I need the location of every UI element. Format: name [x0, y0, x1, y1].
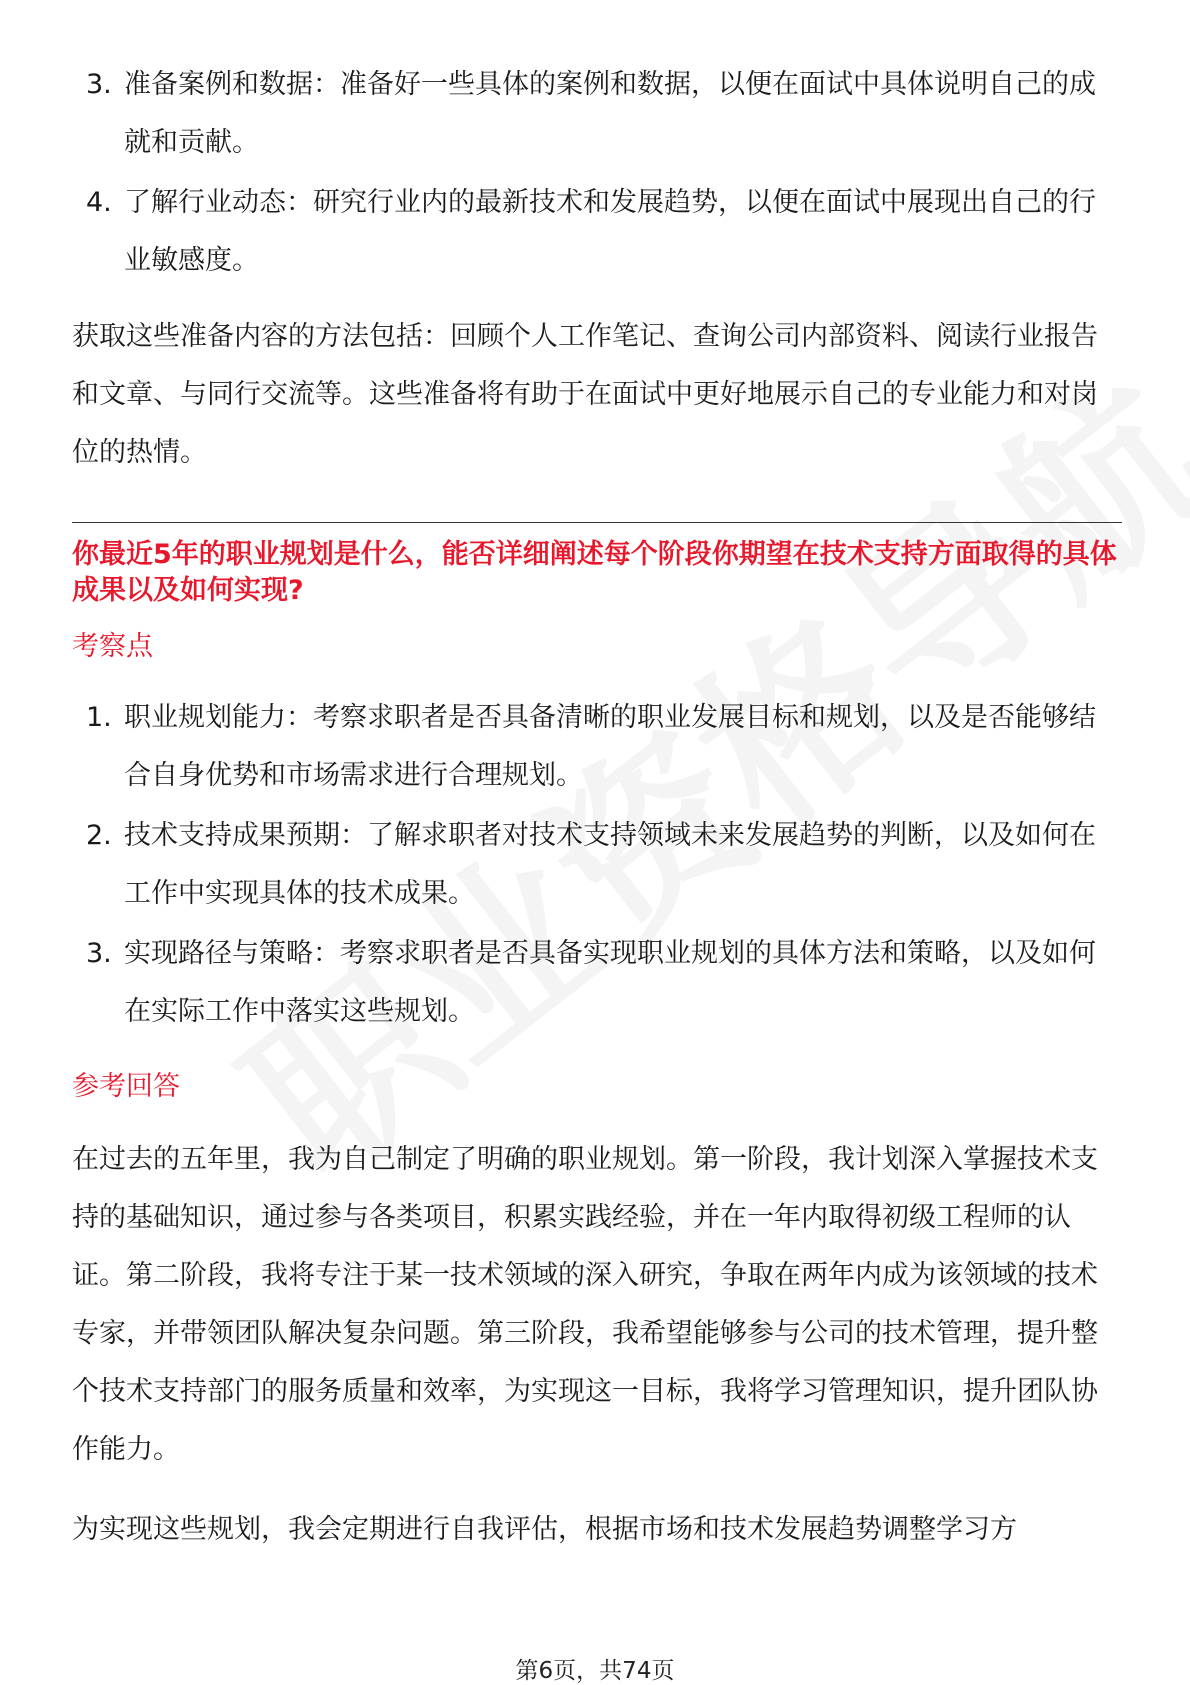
page-content: [72, 56, 1122, 1559]
page-number-footer: 第6页，共74页: [515, 1658, 675, 1684]
preparation-list: [72, 56, 1122, 290]
list-text: 准备案例和数据：准备好一些具体的案例和数据，以便在面试中具体说明自己的成就和贡献。: [124, 69, 1096, 158]
assessment-heading: 考察点: [72, 631, 153, 662]
list-number: 3.: [86, 938, 112, 969]
list-text: 实现路径与策略：考察求职者是否具备实现职业规划的具体方法和策略，以及如何在实际工作中落实这些规划。: [124, 938, 1096, 1027]
answer-paragraph: 在过去的五年里，我为自己制定了明确的职业规划。第一阶段，我计划深入掌握技术支持的基础知识，通过参与各类项目，积累实践经验，并在一年内取得初级工程师的认证。第二阶段，我将专注于某一技术领域的深入研究，争取在两年内成为该领域的技术专家，并带领团队解决复杂问题。第三阶段，我希望能够参与公司的技术管理，提升整个技术支持部门的服务质量和效率，为实现这一目标，我将学习管理知识，提升团队协作能力。: [72, 1144, 1098, 1465]
list-item: [72, 807, 1122, 923]
list-text: 职业规划能力：考察求职者是否具备清晰的职业发展目标和规划，以及是否能够结合自身优势和市场需求进行合理规划。: [124, 702, 1096, 791]
section-divider: [72, 522, 1122, 523]
list-item: [72, 174, 1122, 290]
list-text: 技术支持成果预期：了解求职者对技术支持领域未来发展趋势的判断，以及如何在工作中实现具体的技术成果。: [124, 820, 1096, 909]
list-item: [72, 925, 1122, 1041]
summary-paragraph: 获取这些准备内容的方法包括：回顾个人工作笔记、查询公司内部资料、阅读行业报告和文章、与同行交流等。这些准备将有助于在面试中更好地展示自己的专业能力和对岗位的热情。: [72, 321, 1098, 468]
interview-question: 你最近5年的职业规划是什么，能否详细阐述每个阶段你期望在技术支持方面取得的具体成果以及如何实现?: [72, 539, 1117, 606]
list-item: [72, 56, 1122, 172]
list-text: 了解行业动态：研究行业内的最新技术和发展趋势，以便在面试中展现出自己的行业敏感度。: [124, 187, 1096, 276]
list-number: 4.: [86, 187, 112, 218]
list-number: 1.: [86, 702, 112, 733]
list-item: [72, 689, 1122, 805]
answer-heading: 参考回答: [72, 1071, 180, 1102]
assessment-list: [72, 689, 1122, 1041]
list-number: 3.: [86, 69, 112, 100]
answer-paragraph: 为实现这些规划，我会定期进行自我评估，根据市场和技术发展趋势调整学习方: [72, 1514, 1017, 1545]
list-number: 2.: [86, 820, 112, 851]
